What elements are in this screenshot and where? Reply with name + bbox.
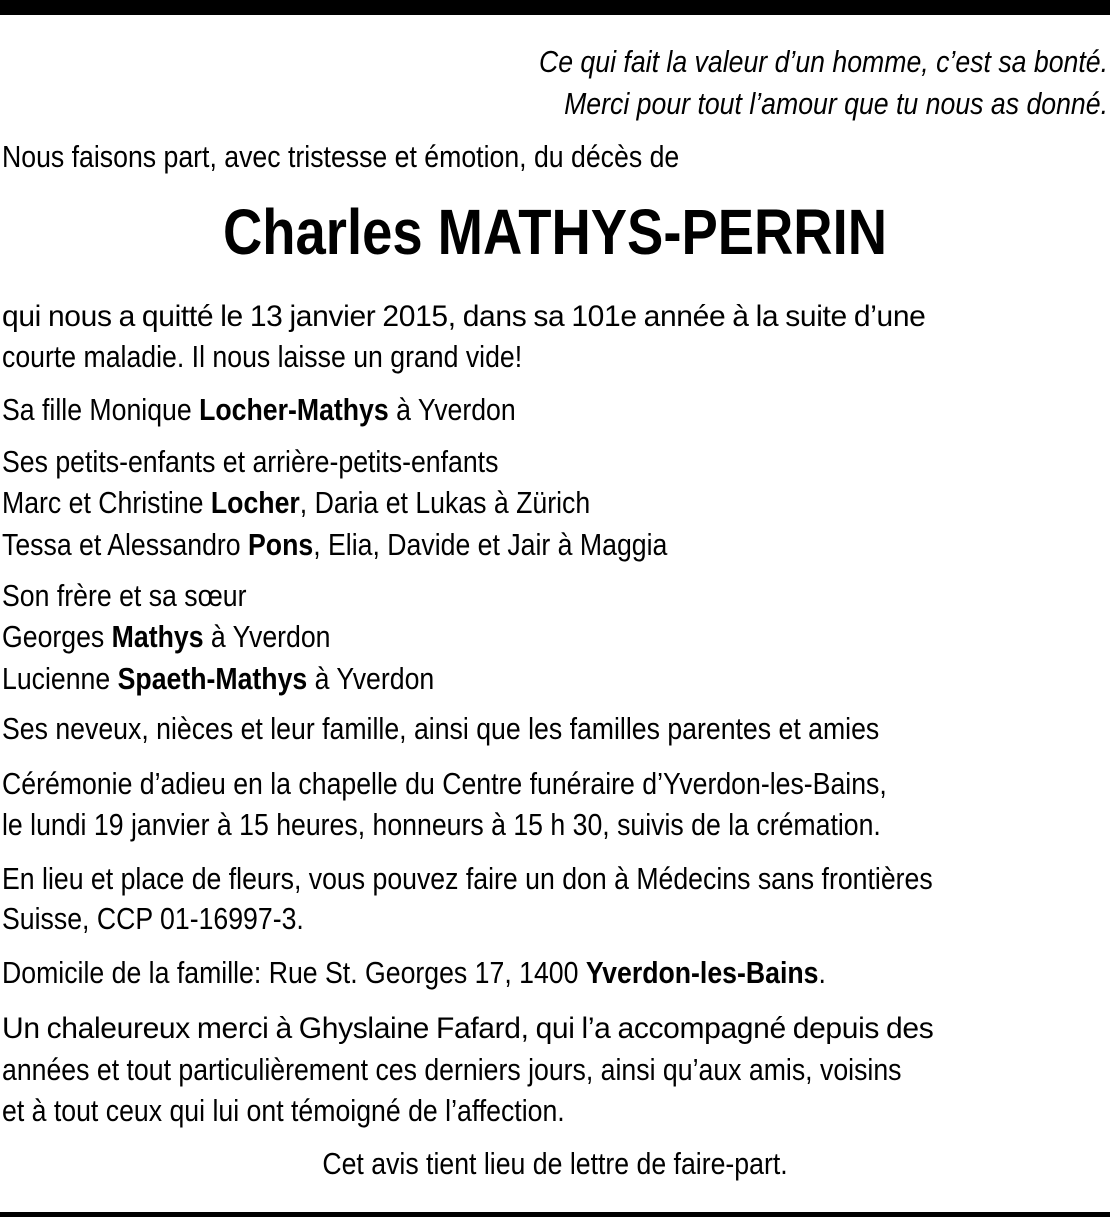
siblings-row-2 [2,660,953,698]
grandchildren-row-1 [2,484,953,522]
daughter-pre: Sa fille Monique [2,392,200,427]
donation-line-1: En lieu et place de fleurs, vous pouvez faire un don à Médecins sans frontières [2,861,933,896]
deceased-name: Charles MATHYS-PERRIN [223,196,887,268]
grandchildren-row-2 [2,526,953,564]
ceremony-line-2: le lundi 19 janvier à 15 heures, honneurs à 15 h 30, suivis de la crémation. [2,807,881,842]
grandchildren-row-2-post: , Elia, Davide et Jair à Maggia [313,527,668,562]
domicile-town: Yverdon-les-Bains [585,955,819,990]
siblings-row-2-post: à Yverdon [307,661,435,696]
grandchildren-row-2-surname: Pons [248,527,314,562]
grandchildren-row-1-surname: Locher [210,485,300,520]
donation-line-2: Suisse, CCP 01-16997-3. [2,901,304,936]
domicile-line [2,954,953,992]
top-rule [0,0,1110,15]
domicile-pre: Domicile de la famille: Rue St. Georges 17, 1400 [2,955,586,990]
thanks-line-1: Un chaleureux merci à Ghyslaine Fafard, qui l’a accompagné depuis des [2,1012,934,1045]
grandchildren-row-1-pre: Marc et Christine [2,485,211,520]
siblings-row-2-pre: Lucienne [2,661,118,696]
passing-line-1: qui nous a quitté le 13 janvier 2015, dans sa 101e année à la suite d’une [2,300,926,333]
daughter-post: à Yverdon [388,392,516,427]
thanks-line-3: et à tout ceux qui lui ont témoigné de l’affection. [2,1093,565,1128]
siblings-heading: Son frère et sa sœur [2,578,247,613]
intro-text: Nous faisons part, avec tristesse et émotion, du décès de [2,139,680,174]
thanks-line-2: années et tout particulièrement ces derniers jours, ainsi qu’aux amis, voisins [2,1052,902,1087]
extended-family-text: Ses neveux, nièces et leur famille, ainsi que les familles parentes et amies [2,711,880,746]
epigraph-line-2: Merci pour tout l’amour que tu nous as donné. [564,86,1108,121]
closing-note: Cet avis tient lieu de lettre de faire-part. [322,1146,788,1181]
epigraph-line-1: Ce qui fait la valeur d’un homme, c’est sa bonté. [538,44,1108,79]
grandchildren-row-2-pre: Tessa et Alessandro [2,527,249,562]
grandchildren-heading: Ses petits-enfants et arrière-petits-enfants [2,444,499,479]
siblings-row-1-pre: Georges [2,619,112,654]
siblings-row-1-surname: Mathys [111,619,204,654]
passing-line-2: courte maladie. Il nous laisse un grand vide! [2,339,523,374]
bottom-rule [0,1212,1110,1217]
ceremony-line-1: Cérémonie d’adieu en la chapelle du Centre funéraire d’Yverdon-les-Bains, [2,766,887,801]
daughter-line [2,391,953,429]
domicile-post: . [818,955,826,990]
grandchildren-row-1-post: , Daria et Lukas à Zürich [299,485,591,520]
siblings-row-1 [2,618,953,656]
siblings-row-1-post: à Yverdon [203,619,331,654]
siblings-row-2-surname: Spaeth-Mathys [117,661,308,696]
daughter-surname: Locher-Mathys [199,392,389,427]
